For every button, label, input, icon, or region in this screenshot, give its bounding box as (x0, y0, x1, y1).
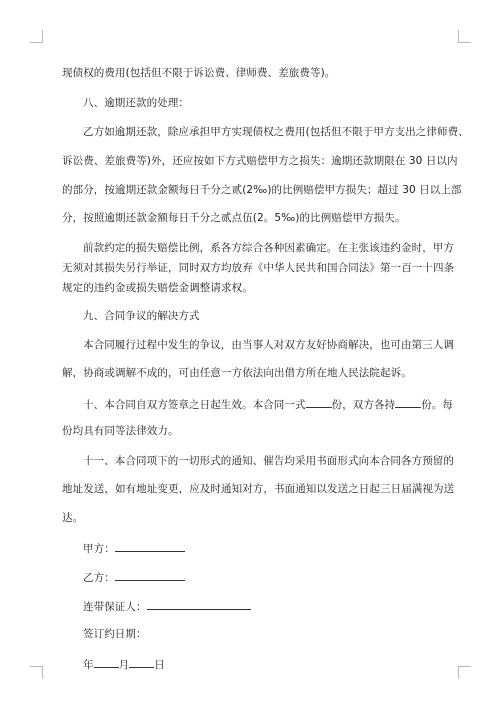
sign-date-label: 签订约日期： (83, 628, 147, 640)
clause-10-line-2: 份均具有同等法律效力。 (62, 425, 179, 437)
day-blank[interactable] (129, 656, 154, 668)
party-a-label: 甲方： (83, 543, 115, 555)
party-a-signature-line (83, 540, 185, 556)
party-b-blank[interactable] (115, 569, 185, 581)
party-b-signature-line (83, 569, 185, 585)
month-label: 月 (118, 659, 130, 671)
clause-10-text-b: 份，双方各持 (331, 399, 396, 411)
copies-each-blank[interactable] (395, 396, 421, 408)
clause-11-line-3: 达。 (62, 512, 84, 524)
text-line: 乙方如逾期还款，除应承担甲方实现债权之费用(包括但不限于甲方支出之律师费、 (83, 126, 469, 138)
day-label: 日 (154, 659, 165, 671)
month-blank[interactable] (94, 656, 119, 668)
copies-total-blank[interactable] (306, 396, 332, 408)
text-line: 分，按照逾期还款金额每日千分之贰点伍(2。5‰)的比例赔偿甲方损失。 (62, 212, 406, 224)
crop-mark-top-left (30, 30, 43, 43)
party-b-label: 乙方： (83, 572, 115, 584)
text-line: 现债权的费用(包括但不限于诉讼费、律师费、差旅费等)。 (62, 67, 336, 79)
clause-10-text-a: 十、本合同自双方签章之日起生效。本合同一式 (83, 399, 306, 411)
crop-mark-bottom-right (458, 666, 471, 679)
crop-mark-bottom-left (30, 666, 43, 679)
guarantor-blank[interactable] (147, 598, 251, 610)
text-line: 前款约定的损失赔偿比例，系各方综合各种因素确定。在主张该违约金时，甲方 (83, 242, 454, 254)
guarantor-signature-line (83, 598, 251, 614)
clause-11-line-1: 十一、本合同项下的一切形式的通知、催告均采用书面形式向本合同各方预留的 (83, 455, 454, 467)
text-line: 解，协商或调解不成的，可由任意一方依法向出借方所在地人民法院起诉。 (62, 367, 412, 379)
text-line: 规定的违约金或损失赔偿金调整请求权。 (62, 282, 253, 294)
guarantor-label: 连带保证人： (83, 601, 147, 613)
year-label: 年 (83, 659, 94, 671)
section-heading-8: 八、逾期还款的处理： (83, 97, 189, 109)
text-line: 的部分，按逾期还款金额每日千分之贰(2‰)的比例赔偿甲方损失；超过 30 日以上部 (62, 184, 462, 196)
party-a-blank[interactable] (115, 540, 185, 552)
crop-mark-top-right (458, 30, 471, 43)
text-line: 无须对其损失另行举证，同时双方均放弃《中华人民共和国合同法》第一百一十四条 (62, 262, 455, 274)
text-line: 本合同履行过程中发生的争议，由当事人对双方友好协商解决，也可由第三人调 (83, 339, 454, 351)
text-line: 诉讼费、差旅费等)外，还应按如下方式赔偿甲方之损失：逾期还款期限在 30 日以内 (62, 155, 458, 167)
clause-11-line-2: 地址发送，如有地址变更，应及时通知对方，书面通知以发送之日起三日届满视为送 (62, 483, 455, 495)
clause-10-line-1 (83, 396, 453, 412)
clause-10-text-c: 份。每 (421, 399, 454, 411)
date-line (83, 656, 165, 672)
section-heading-9: 九、合同争议的解决方式 (83, 310, 200, 322)
